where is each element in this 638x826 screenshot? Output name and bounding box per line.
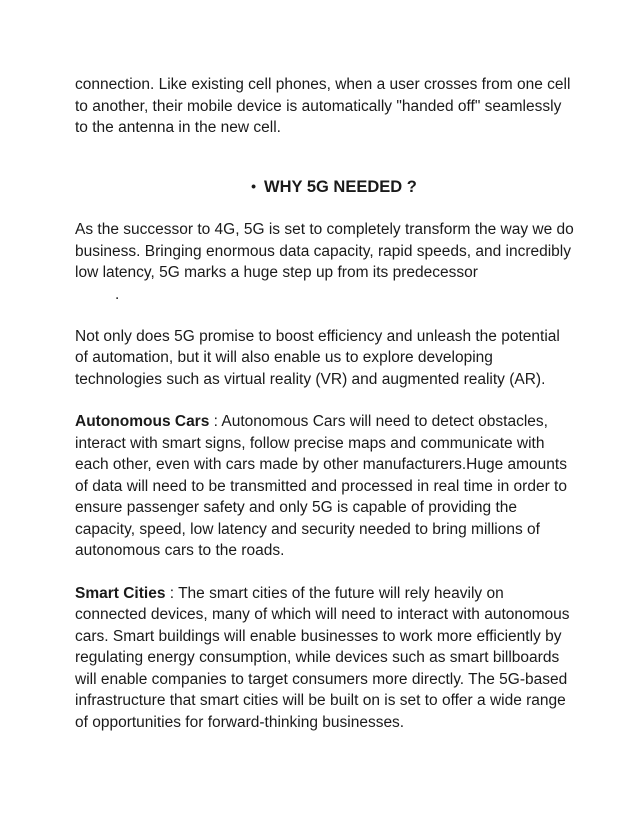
autonomous-cars-text: : Autonomous Cars will need to detect obstacles, interact with smart signs, follow precise maps and communicate with each other, even with cars made by other manufacturers.Huge amounts of data will need to be transmitted and processed in real time in order to ensure passenger safety and only 5G is capable of providing the capacity, speed, low latency and security needed to bring millions of autonomous cars to the roads. (75, 413, 567, 559)
document-body (75, 74, 575, 733)
autonomous-cars-paragraph (75, 411, 575, 562)
autonomous-cars-label: Autonomous Cars (75, 413, 210, 430)
bullet-icon: • (251, 177, 257, 194)
smart-cities-label: Smart Cities (75, 584, 166, 602)
successor-paragraph: As the successor to 4G, 5G is set to completely transform the way we do business. Bringing enormous data capacity, rapid speeds, and incredibly low latency, 5G marks a huge step up from its predecessor (75, 221, 574, 281)
section-heading-text: WHY 5G NEEDED ? (264, 177, 417, 196)
stray-period: . (115, 285, 120, 303)
smart-cities-paragraph (75, 583, 575, 734)
smart-cities-text: : The smart cities of the future will rely heavily on connected devices, many of which will need to interact with autonomous cars. Smart buildings will enable businesses to work more efficiently by regulating energy consumption, while devices such as smart billboards will enable companies to target consumers more directly. The 5G-based infrastructure that smart cities will be built on is set to offer a wide range of opportunities for forward-thinking businesses. (75, 584, 570, 731)
efficiency-paragraph: Not only does 5G promise to boost efficiency and unleash the potential of automation, but it will also enable us to explore developing technologies such as virtual reality (VR) and augmented reality (AR). (75, 327, 560, 388)
intro-paragraph: connection. Like existing cell phones, when a user crosses from one cell to another, their mobile device is automatically "handed off" seamlessly to the antenna in the new cell. (75, 76, 571, 136)
section-heading (93, 177, 575, 199)
